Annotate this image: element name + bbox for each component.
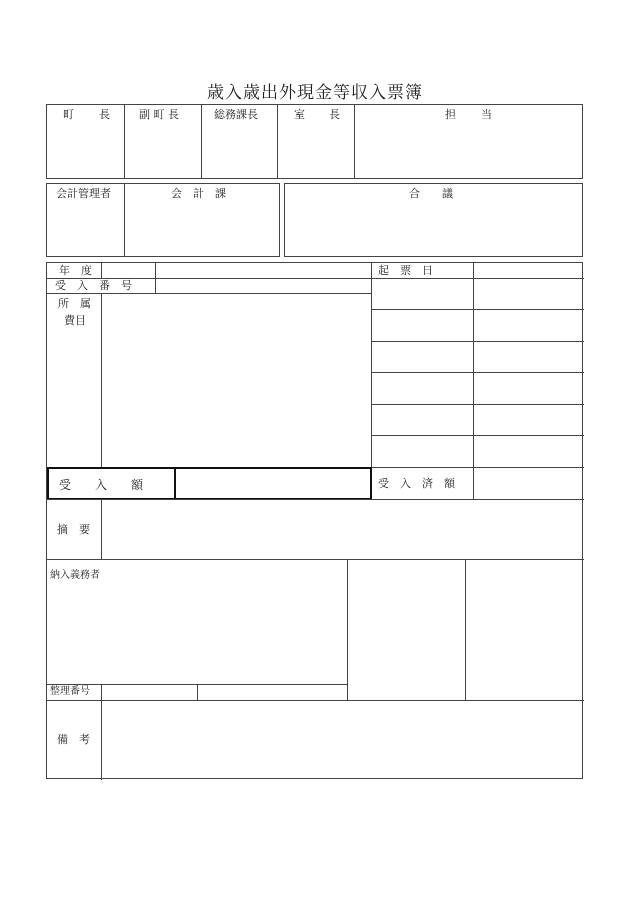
label-nonyu-gimusha: 納入義務者 (50, 570, 100, 581)
label-cho: 町 (63, 108, 74, 121)
label-biko: 備 考 (57, 733, 90, 746)
label-shozoku: 所 属 (58, 297, 91, 310)
page-title: 歳入歳出外現金等収入票簿 (207, 83, 423, 103)
label-nendo: 年 度 (59, 264, 92, 277)
label-seiri-bango: 整理番号 (50, 686, 90, 697)
accounting-stamp-box (46, 183, 280, 257)
label-kaikei-kanrisha: 会計管理者 (56, 187, 111, 200)
received-amount-field[interactable] (176, 469, 370, 498)
received-amount-box (47, 467, 372, 500)
label-himoku: 費目 (64, 314, 86, 327)
consultation-stamp-box (284, 183, 583, 257)
label-tanto: 担 (445, 108, 456, 121)
label-shitsu: 室 (294, 108, 305, 121)
label-ukeire-sumi-gaku: 受 入 済 額 (378, 477, 455, 490)
main-form (46, 262, 583, 779)
label-gogi: 合 議 (409, 187, 453, 200)
label-shitsu-2: 長 (329, 108, 340, 121)
label-cho-2: 長 (99, 108, 110, 121)
label-tekiyo: 摘 要 (57, 523, 90, 536)
label-ukeire-gaku: 受 入 額 (59, 478, 144, 492)
label-tanto-2: 当 (481, 108, 492, 121)
label-fukucho: 副 町 長 (139, 108, 179, 121)
label-kihyobi: 起 票 日 (378, 264, 433, 277)
label-somukacho: 総務課長 (214, 108, 258, 121)
label-kaikei-ka: 会 計 課 (171, 187, 226, 200)
label-ukeire-bango: 受 入 番 号 (55, 279, 132, 292)
approval-stamp-row (46, 104, 583, 179)
